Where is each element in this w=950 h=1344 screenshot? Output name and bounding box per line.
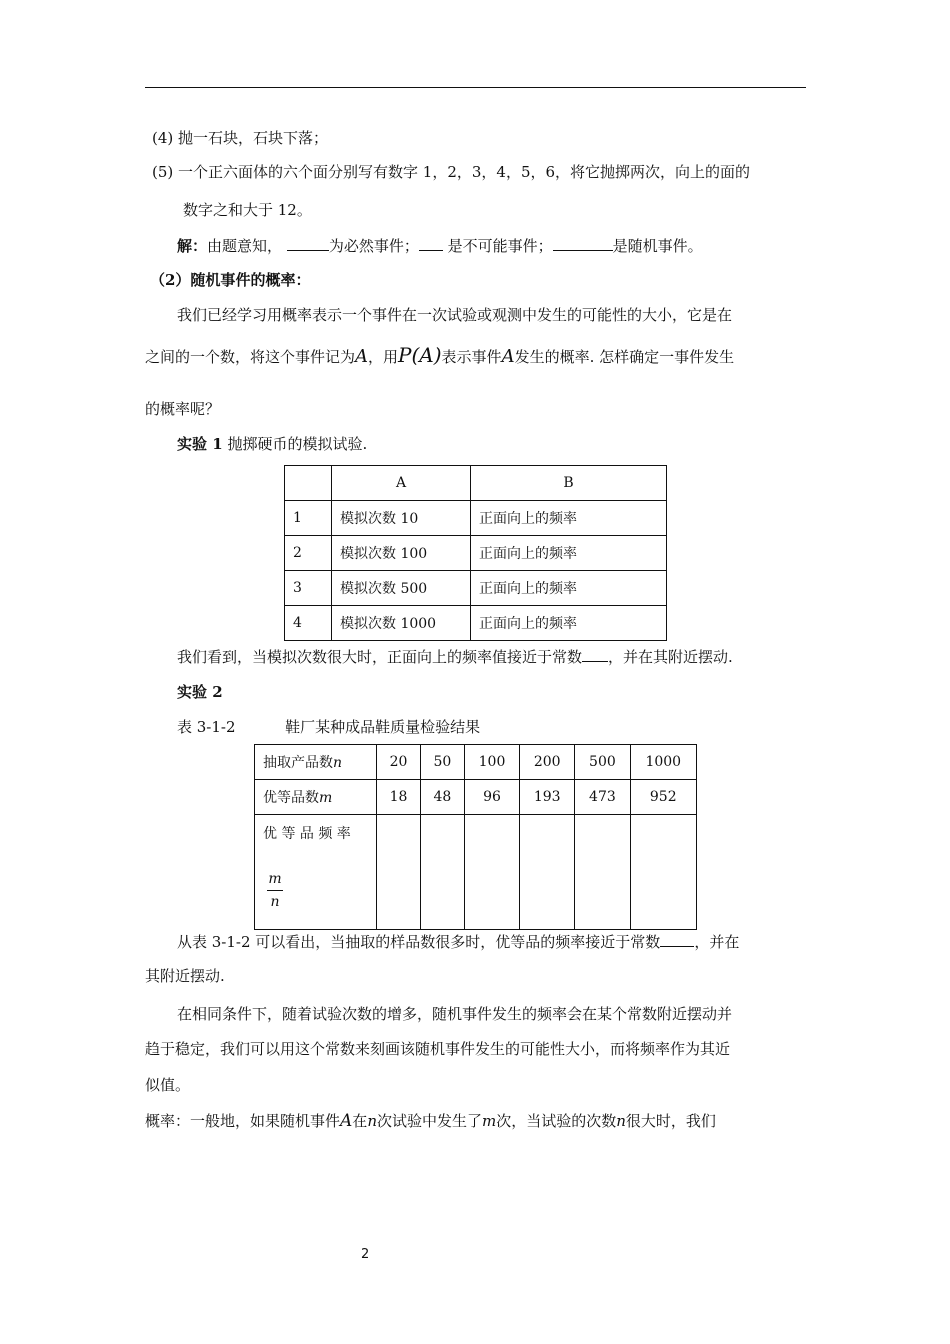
caption-number: 表 3-1-2 <box>177 718 236 736</box>
exp1-label: 实验 1 <box>177 435 223 453</box>
para3-line1: 在相同条件下，随着试验次数的增多，随机事件发生的频率会在某个常数附近摆动并 <box>177 1005 733 1023</box>
empty-cell[interactable] <box>575 815 630 930</box>
table-cell: 模拟次数 1000 <box>332 606 471 641</box>
row2-label: 优等品数 <box>263 790 319 806</box>
table-cell: 473 <box>575 780 630 815</box>
table-cell: 模拟次数 100 <box>332 536 471 571</box>
table-cell: 1 <box>285 501 332 536</box>
para4-text-1: 概率：一般地，如果随机事件 <box>145 1112 341 1130</box>
table-row <box>255 745 697 780</box>
para3-line2: 趋于稳定，我们可以用这个常数来刻画该随机事件发生的可能性大小，而将频率作为其近 <box>145 1040 731 1058</box>
table-cell: B <box>471 466 667 501</box>
caption-text: 鞋厂某种成品鞋质量检验结果 <box>285 718 481 736</box>
table-cell: 模拟次数 500 <box>332 571 471 606</box>
table-cell: A <box>332 466 471 501</box>
table-cell: 正面向上的频率 <box>471 501 667 536</box>
section-heading: （2）随机事件的概率： <box>150 271 311 289</box>
table-row <box>255 780 697 815</box>
empty-cell[interactable] <box>630 815 696 930</box>
table-cell: 正面向上的频率 <box>471 606 667 641</box>
frac-numerator: m <box>268 871 282 887</box>
exp1-title: 抛掷硬币的模拟试验. <box>227 435 368 453</box>
blank-impossible[interactable] <box>419 236 443 251</box>
table-cell: 193 <box>520 780 575 815</box>
para4-line <box>145 1111 716 1131</box>
para4-text-2: 在 <box>352 1112 368 1130</box>
para4-text-3: 次试验中发生了 <box>376 1112 482 1130</box>
table-cell: 100 <box>464 745 519 780</box>
empty-cell[interactable] <box>464 815 519 930</box>
fraction-m-over-n <box>267 871 283 910</box>
para3-line3: 似值。 <box>145 1076 191 1094</box>
table-cell: 4 <box>285 606 332 641</box>
math-n-2: n <box>616 1112 626 1130</box>
row1-label: 抽取产品数 <box>263 755 333 771</box>
solution-label: 解： <box>177 237 208 255</box>
exp2-label: 实验 2 <box>177 683 223 701</box>
solution-text-1: 由题意知， <box>207 237 283 255</box>
exp2-caption <box>177 717 480 737</box>
frac-denominator: n <box>270 894 280 910</box>
table-cell: 50 <box>420 745 464 780</box>
table-row <box>285 606 667 641</box>
para1-line1: 我们已经学习用概率表示一个事件在一次试验或观测中发生的可能性的大小，它是在 <box>177 306 733 324</box>
para2-text-2: ，并在 <box>694 933 740 951</box>
solution-line <box>177 236 703 256</box>
table-row <box>285 501 667 536</box>
exp1-heading <box>177 434 367 454</box>
page-number: 2 <box>361 1247 370 1262</box>
item-5-line2: 数字之和大于 12。 <box>183 201 312 219</box>
para1-text-1: 之间的一个数，将这个事件记为 <box>145 348 356 366</box>
para2-line2: 其附近摆动. <box>145 967 225 985</box>
var-n: n <box>333 755 343 771</box>
blank-certain[interactable] <box>287 236 329 251</box>
math-A-2: A <box>501 346 515 367</box>
math-P-A: P(A) <box>398 343 442 367</box>
exp1-note-text-1: 我们看到，当模拟次数很大时，正面向上的频率值接近于常数 <box>177 648 583 666</box>
table-cell: 952 <box>630 780 696 815</box>
para1-text-4: 发生的概率. 怎样确定一事件发生 <box>514 348 735 366</box>
exp1-note-text-2: ，并在其附近摆动. <box>608 648 733 666</box>
exp1-table <box>284 465 667 641</box>
table-cell: 正面向上的频率 <box>471 536 667 571</box>
math-n: n <box>367 1112 377 1130</box>
table-cell: 20 <box>377 745 421 780</box>
table-cell: 500 <box>575 745 630 780</box>
para4-text-5: 很大时，我们 <box>625 1112 716 1130</box>
para1-text-2: ，用 <box>368 348 399 366</box>
item-5-line1: (5) 一个正六面体的六个面分别写有数字 1，2，3，4，5，6，将它抛掷两次，向上的面的 <box>152 163 751 181</box>
row-label-cell <box>255 815 377 930</box>
header-rule <box>145 87 806 88</box>
var-m: m <box>319 790 333 806</box>
table-row <box>285 536 667 571</box>
table-row <box>285 571 667 606</box>
table-cell: 正面向上的频率 <box>471 571 667 606</box>
para1-line3: 的概率呢？ <box>145 400 221 418</box>
table-row <box>255 815 697 930</box>
table-row <box>285 466 667 501</box>
blank-coin-constant[interactable] <box>582 647 608 662</box>
blank-shoe-constant[interactable] <box>660 932 694 947</box>
item-4: (4) 抛一石块，石块下落； <box>152 129 329 147</box>
table-cell: 48 <box>420 780 464 815</box>
table-cell: 200 <box>520 745 575 780</box>
solution-text-4: 是随机事件。 <box>612 237 703 255</box>
table-cell: 18 <box>377 780 421 815</box>
table-cell: 1000 <box>630 745 696 780</box>
solution-text-2: 为必然事件； <box>328 237 419 255</box>
empty-cell[interactable] <box>520 815 575 930</box>
math-m: m <box>482 1112 497 1130</box>
para4-text-4: 次，当试验的次数 <box>496 1112 617 1130</box>
table-cell: 96 <box>464 780 519 815</box>
solution-text-3: 是不可能事件； <box>447 237 553 255</box>
para1-line2 <box>145 345 734 367</box>
para1-text-3: 表示事件 <box>441 348 502 366</box>
table-cell <box>285 466 332 501</box>
empty-cell[interactable] <box>377 815 421 930</box>
table-cell: 模拟次数 10 <box>332 501 471 536</box>
row3-label: 优 等 品 频 率 <box>263 826 351 842</box>
table-cell: 3 <box>285 571 332 606</box>
para2-text-1: 从表 3-1-2 可以看出，当抽取的样品数很多时，优等品的频率接近于常数 <box>177 933 661 951</box>
math-A: A <box>355 346 369 367</box>
frac-bar <box>267 890 283 891</box>
exp1-note <box>177 647 733 667</box>
exp2-table <box>254 744 697 930</box>
row-label-cell <box>255 745 377 780</box>
row-label-cell <box>255 780 377 815</box>
para2-line1 <box>177 932 739 952</box>
math-A-3: A <box>340 1111 353 1131</box>
empty-cell[interactable] <box>420 815 464 930</box>
blank-random[interactable] <box>553 236 613 251</box>
table-cell: 2 <box>285 536 332 571</box>
